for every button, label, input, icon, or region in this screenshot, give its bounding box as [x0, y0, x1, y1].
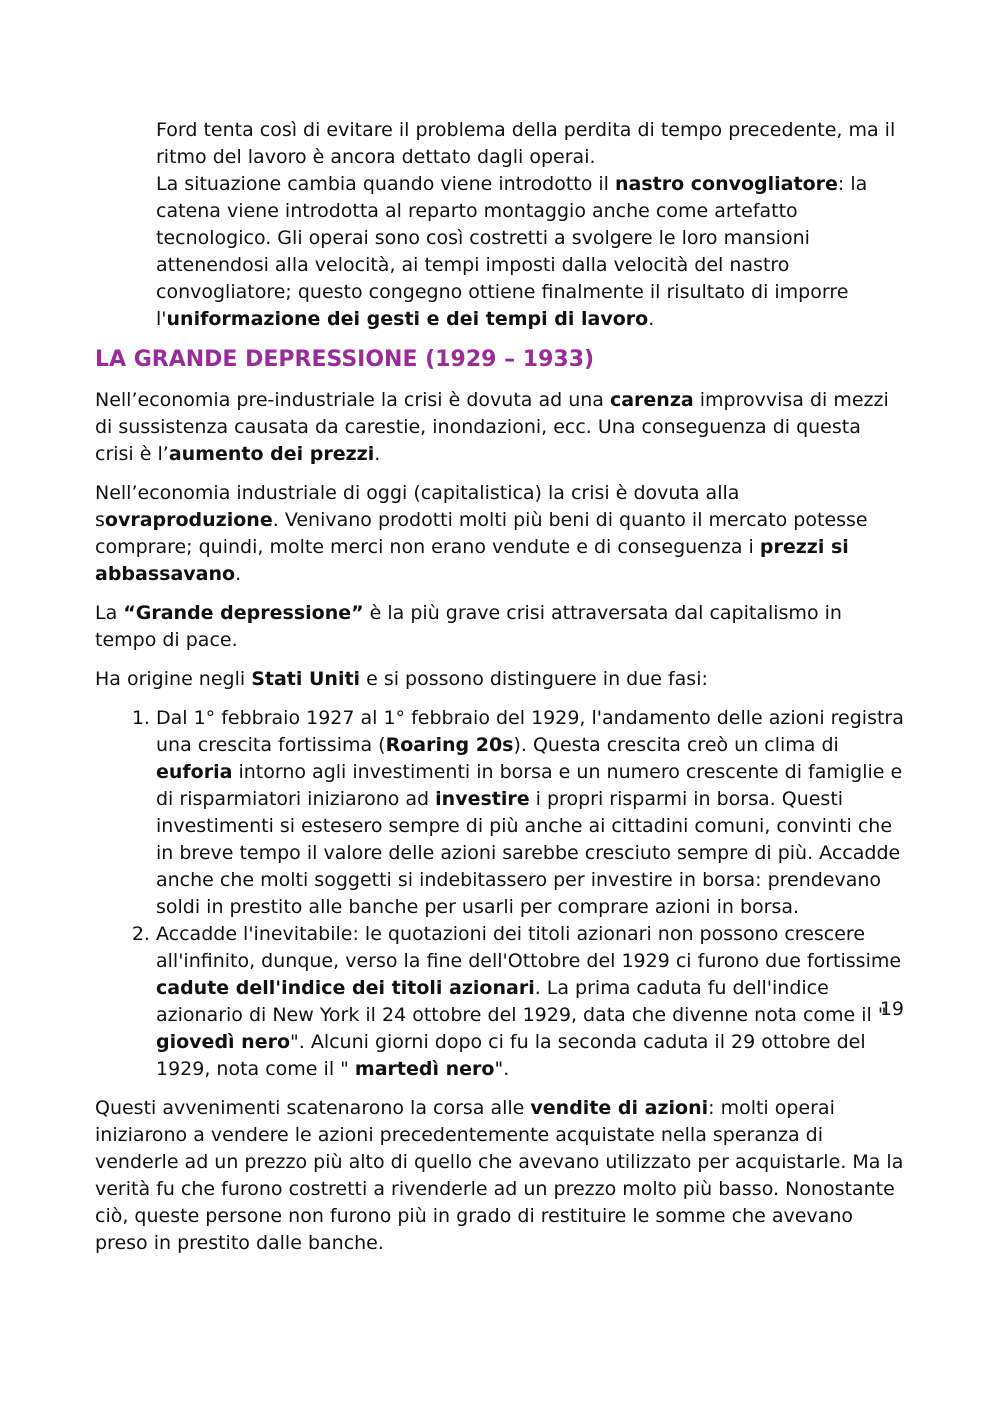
text-run: intorno agli investimenti in borsa e un numero crescente di famiglie e di risparmiatori iniziarono ad	[156, 761, 903, 810]
bold-term: vendite di azioni	[530, 1097, 709, 1119]
section-heading: LA GRANDE DEPRESSIONE (1929 – 1933)	[95, 347, 595, 372]
text-run: Accadde l'inevitabile: le quotazioni dei titoli azionari non possono crescere all'infinito, dunque, verso la fine dell'Ottobre del 1929 ci furono due fortissime	[156, 923, 902, 972]
text-run: e si possono distinguere in due fasi:	[360, 668, 708, 690]
text-run: Questi avvenimenti scatenarono la corsa alle	[95, 1097, 531, 1119]
text-run: i propri risparmi in borsa. Questi investimenti si estesero sempre di più anche ai cittadini comuni, convinti che in breve tempo il valore delle azioni sarebbe cresciuto sempre di più. Accadde anche che molti soggetti si indebitassero per investire in borsa: prendevano soldi in prestito alle banche per usarli per comprare azioni in borsa.	[156, 788, 901, 918]
intro-paragraph-1: Ford tenta così di evitare il problema della perdita di tempo precedente, ma il ritmo del lavoro è ancora dettato dagli operai.	[156, 119, 896, 168]
list-item	[156, 921, 905, 1083]
text-run: . La prima caduta fu dell'indice azionario di New York il 24 ottobre del 1929, data che divenne nota come il "	[156, 977, 887, 1026]
phases-list	[95, 705, 905, 1083]
bold-term: investire	[435, 788, 530, 810]
intro-paragraph-2	[156, 171, 905, 333]
bold-term: Roaring 20s	[385, 734, 514, 756]
list-item	[156, 705, 905, 921]
bold-term: Stati Uniti	[251, 668, 361, 690]
text-run: .	[235, 563, 242, 585]
paragraph-industrial	[95, 480, 905, 588]
bold-term: euforia	[156, 761, 233, 783]
bold-term: giovedì nero	[156, 1031, 291, 1053]
text-run: è la più grave crisi attraversata dal capitalismo in tempo di pace.	[95, 602, 842, 651]
paragraph-great-depression	[95, 600, 905, 654]
text-run: : la catena viene introdotta al reparto montaggio anche come artefatto tecnologico. Gli operai sono così costretti a svolgere le loro mansioni attenendosi alla velocità, ai tempi imposti dalla velocità del nastro convogliatore; questo congegno ottiene finalmente il risultato di imporre l'	[156, 173, 868, 330]
intro-block	[156, 117, 905, 333]
text-run: Ha origine negli	[95, 668, 252, 690]
paragraph-origin	[95, 666, 905, 693]
text-run: . Venivano prodotti molti più beni di quanto il mercato potesse comprare; quindi, molte merci non erano vendute e di conseguenza i	[95, 509, 868, 558]
text-run: Nell’economia industriale di oggi (capitalistica) la crisi è dovuta alla s	[95, 482, 740, 531]
bold-term: martedì nero	[354, 1058, 495, 1080]
paragraph-stock-sales	[95, 1095, 905, 1257]
text-run: La	[95, 602, 124, 624]
bold-term: carenza	[609, 389, 694, 411]
bold-term: “Grande depressione”	[123, 602, 364, 624]
text-run: Dal 1° febbraio 1927 al 1° febbraio del 1929, l'andamento delle azioni registra una crescita fortissima (	[156, 707, 904, 756]
paragraph-preindustrial	[95, 387, 905, 468]
bold-term: aumento dei prezzi	[168, 443, 375, 465]
bold-term: cadute dell'indice dei titoli azionari	[156, 977, 535, 999]
text-run: La situazione cambia quando viene introdotto il	[156, 173, 615, 195]
text-run: Nell’economia pre-industriale la crisi è dovuta ad una	[95, 389, 610, 411]
page-content	[95, 117, 905, 1269]
bold-term: uniformazione dei gesti e dei tempi di lavoro	[166, 308, 649, 330]
text-run: ".	[494, 1058, 510, 1080]
bold-term: nastro convogliatore	[614, 173, 838, 195]
text-run: ). Questa crescita creò un clima di	[513, 734, 839, 756]
text-run: .	[374, 443, 381, 465]
bold-term: ovraproduzione	[104, 509, 273, 531]
bold-term: prezzi si abbassavano	[95, 536, 849, 585]
text-run: ". Alcuni giorni dopo ci fu la seconda caduta il 29 ottobre del 1929, nota come il "	[156, 1031, 866, 1080]
text-run: .	[648, 308, 655, 330]
text-run: improvvisa di mezzi di sussistenza causata da carestie, inondazioni, ecc. Una conseguenza di questa crisi è l’	[95, 389, 889, 465]
text-run: : molti operai iniziarono a vendere le azioni precedentemente acquistate nella speranza di venderle ad un prezzo più alto di quello che avevano utilizzato per acquistarle. Ma la verità fu che furono costretti a rivenderle ad un prezzo molto più basso. Nonostante ciò, queste persone non furono più in grado di restituire le somme che avevano preso in prestito dalle banche.	[95, 1097, 904, 1254]
page-number: 19	[879, 998, 904, 1020]
